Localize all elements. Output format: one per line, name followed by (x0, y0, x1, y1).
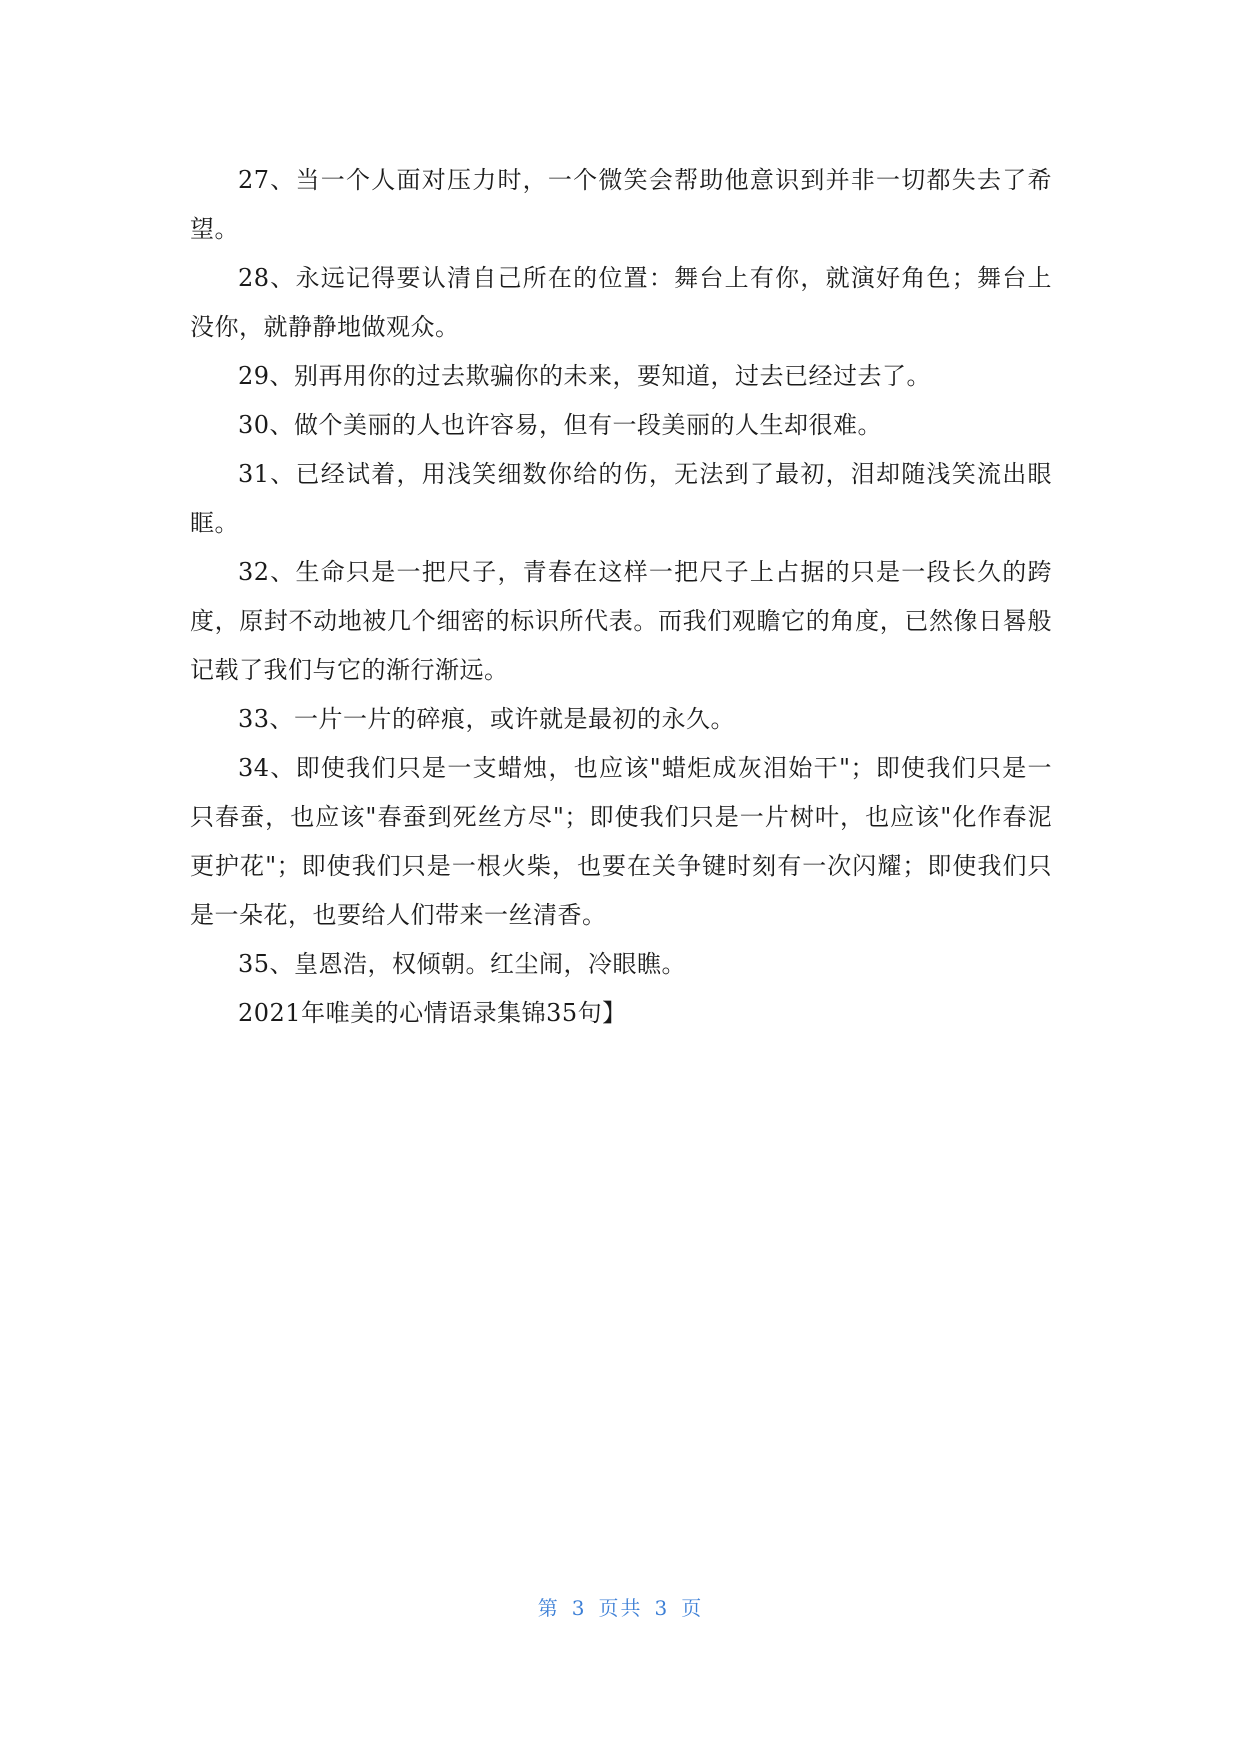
footer-label-ye-gong: 页共 (598, 1596, 643, 1620)
page-number-footer (0, 1594, 1241, 1622)
footer-label-di: 第 (537, 1596, 560, 1620)
footer-label-ye: 页 (681, 1596, 704, 1620)
quote-paragraph-35: 35、皇恩浩，权倾朝。红尘闹，冷眼瞧。 (238, 950, 687, 978)
quote-paragraph-30: 30、做个美丽的人也许容易，但有一段美丽的人生却很难。 (238, 411, 883, 439)
closing-title-line: 2021年唯美的心情语录集锦35句】 (238, 999, 627, 1027)
quote-paragraph-32: 32、生命只是一把尺子，青春在这样一把尺子上占据的只是一段长久的跨度，原封不动地被几个细密的标识所代表。而我们观瞻它的角度，已然像日晷般记载了我们与它的渐行渐远。 (190, 558, 1052, 684)
footer-total-pages: 3 (654, 1596, 670, 1620)
quote-paragraph-27: 27、当一个人面对压力时，一个微笑会帮助他意识到并非一切都失去了希望。 (190, 166, 1052, 243)
quote-paragraph-28: 28、永远记得要认清自己所在的位置：舞台上有你，就演好角色；舞台上没你，就静静地做观众。 (190, 264, 1052, 341)
quote-paragraph-31: 31、已经试着，用浅笑细数你给的伤，无法到了最初，泪却随浅笑流出眼眶。 (190, 460, 1052, 537)
quote-paragraph-29: 29、别再用你的过去欺骗你的未来，要知道，过去已经过去了。 (238, 362, 932, 390)
quote-paragraph-33: 33、一片一片的碎痕，或许就是最初的永久。 (238, 705, 736, 733)
quote-paragraph-34: 34、即使我们只是一支蜡烛，也应该"蜡炬成灰泪始干"；即使我们只是一只春蚕，也应该"春蚕到死丝方尽"；即使我们只是一片树叶，也应该"化作春泥更护花"；即使我们只是一根火柴，也要在关争键时刻有一次闪耀；即使我们只是一朵花，也要给人们带来一丝清香。 (190, 754, 1052, 929)
footer-current-page: 3 (571, 1596, 587, 1620)
document-body (190, 156, 1052, 1038)
